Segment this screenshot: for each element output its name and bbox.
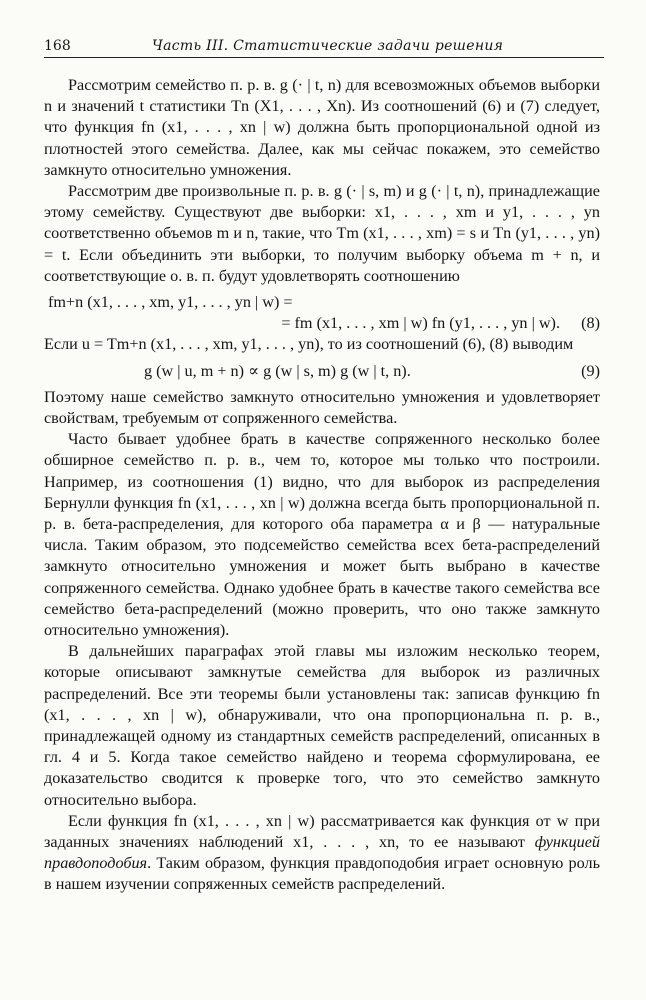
paragraph-7-part-a: Если функция fn (x1, . . . , xn | w) рассматривается как функция от w при заданных значениях наблюдений x1, . . . , xn, то ее называют (44, 811, 600, 852)
equation-8-lhs: fm+n (x1, . . . , xm, y1, . . . , yn | w) = (48, 293, 293, 312)
paragraph-4: Поэтому наше семейство замкнуто относительно умножения и удовлетворяет свойствам, требуемым от сопряженного семейства. (44, 387, 600, 427)
paragraph-3: Если u = Tm+n (x1, . . . , xm, y1, . . . , yn), то из соотношений (6), (8) выводим (44, 335, 574, 354)
likelihood-term: функцией правдоподобия (44, 833, 601, 873)
page-number: 168 (44, 38, 71, 54)
running-title: Часть III. Статистические задачи решения (152, 38, 504, 54)
header-rule (44, 57, 604, 58)
paragraph-5: Часто бывает удобнее брать в качестве сопряженного несколько более обширное семейство п. р. в., чем то, которое мы только что построили. Например, из соотношения (1) видно, что для выборок из распределения Бернулли функция fn (x1, . . . , xn | w) должна всегда быть пропорциональной п. р. в. бета-распределения, для которого оба параметра α и β — натуральные числа. Таким образом, это подсемейство семейства всех бета-распределений замкнуто относительно умножения и может быть выбрано в качестве сопряженного семейства. Однако удобнее брать в качестве такого семейства все семейство бета-распределений (можно проверить, что оно также замкнуто относительно умножения). (44, 430, 600, 640)
equation-8-line-1 (44, 292, 600, 313)
paragraph-6: В дальнейших параграфах этой главы мы изложим несколько теорем, которые описывают замкнутые семейства для выборок из различных распределений. Все эти теоремы были установлены так: записав функцию fn (x1, . . . , xn | w), обнаруживали, что она пропорциональна п. р. в., принадлежащей одному из стандартных семейств распределений, описанных в гл. 4 и 5. Когда такое семейство найдено и теорема сформулирована, ее доказательство сводится к проверке того, что это семейство замкнуто относительно выбора. (44, 642, 600, 809)
equation-9-body: g (w | u, m + n) ∝ g (w | s, m) g (w | t, n). (144, 361, 411, 380)
paragraph-2: Рассмотрим две произвольные п. р. в. g (· | s, m) и g (· | t, n), принадлежащие этому семейству. Существуют две выборки: x1, . . . , xm и y1, . . . , yn соответственно объемов m и n, такие, что Tm (x1, . . . , xm) = s и Tn (y1, . . . , yn) = t. Если объединить эти выборки, то получим выборку объема m + n, и соответствующие о. в. п. будут удовлетворять соотношению (44, 182, 600, 285)
equation-8-rhs: = fm (x1, . . . , xm | w) fn (y1, . . . , yn | w). (281, 314, 560, 333)
equation-8-line-2 (44, 313, 600, 334)
equation-8-number: (8) (581, 314, 600, 333)
page-header (44, 36, 604, 58)
equation-9 (44, 361, 600, 382)
paragraph-7 (44, 811, 600, 896)
page-body (44, 75, 600, 896)
paragraph-1: Рассмотрим семейство п. р. в. g (· | t, n) для всевозможных объемов выборки n и значений t статистики Tn (X1, . . . , Xn). Из соотношений (6) и (7) следует, что функция fn (x1, . . . , xn | w) должна быть пропорциональной одной из плотностей этого семейства. Далее, как мы сейчас покажем, это семейство замкнуто относительно умножения. (44, 76, 600, 179)
equation-9-number: (9) (581, 361, 600, 380)
paragraph-7-part-b: . Таким образом, функция правдоподобия играет основную роль в нашем изучении сопряженных семейств распределений. (44, 854, 600, 894)
